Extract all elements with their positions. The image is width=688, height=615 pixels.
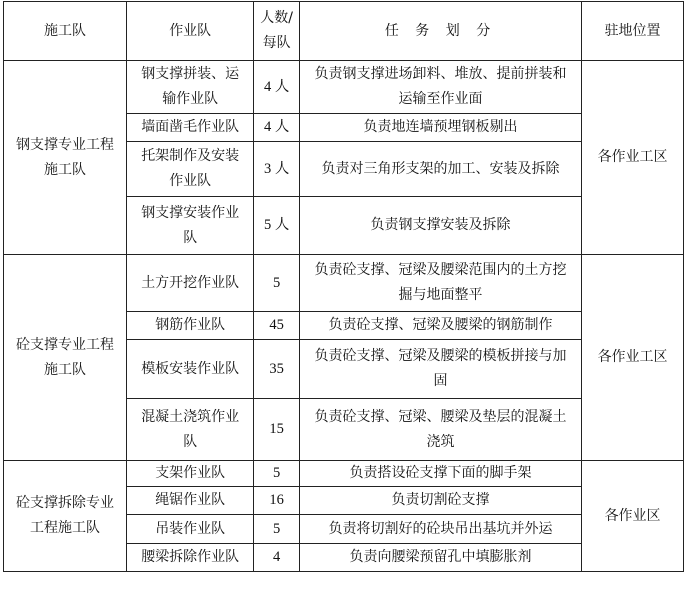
work-team-cell: 模板安装作业队 xyxy=(127,340,254,399)
work-team-cell: 托架制作及安装作业队 xyxy=(127,142,254,197)
header-location: 驻地位置 xyxy=(582,2,684,61)
header-team: 施工队 xyxy=(4,2,127,61)
task-cell: 负责钢支撑进场卸料、堆放、提前拼装和运输至作业面 xyxy=(299,61,581,114)
table-row xyxy=(4,255,684,312)
team-name-cell: 钢支撑专业工程施工队 xyxy=(4,61,127,255)
team-name-cell: 砼支撑拆除专业工程施工队 xyxy=(4,461,127,572)
count-cell: 3 人 xyxy=(254,142,300,197)
count-cell: 5 xyxy=(254,461,300,487)
header-row xyxy=(4,2,684,61)
task-cell: 负责向腰梁预留孔中填膨胀剂 xyxy=(299,544,581,572)
table-row xyxy=(4,61,684,114)
task-cell: 负责对三角形支架的加工、安装及拆除 xyxy=(299,142,581,197)
count-cell: 16 xyxy=(254,487,300,515)
task-cell: 负责搭设砼支撑下面的脚手架 xyxy=(299,461,581,487)
count-cell: 4 xyxy=(254,544,300,572)
header-count-line1: 人数/ xyxy=(260,10,293,26)
count-cell: 5 人 xyxy=(254,197,300,255)
work-team-cell: 钢支撑安装作业队 xyxy=(127,197,254,255)
count-cell: 45 xyxy=(254,312,300,340)
header-count xyxy=(254,2,300,61)
task-cell: 负责砼支撑、冠梁、腰梁及垫层的混凝土浇筑 xyxy=(299,399,581,461)
work-team-cell: 绳锯作业队 xyxy=(127,487,254,515)
header-count-line2: 每队 xyxy=(262,35,291,51)
work-team-cell: 钢支撑拼装、运输作业队 xyxy=(127,61,254,114)
work-team-cell: 吊装作业队 xyxy=(127,515,254,544)
work-team-cell: 钢筋作业队 xyxy=(127,312,254,340)
construction-team-table xyxy=(3,1,684,572)
work-team-cell: 土方开挖作业队 xyxy=(127,255,254,312)
count-cell: 5 xyxy=(254,255,300,312)
count-cell: 15 xyxy=(254,399,300,461)
work-team-cell: 支架作业队 xyxy=(127,461,254,487)
count-cell: 5 xyxy=(254,515,300,544)
header-task: 任 务 划 分 xyxy=(299,2,581,61)
count-cell: 35 xyxy=(254,340,300,399)
task-cell: 负责砼支撑、冠梁及腰梁的模板拼接与加固 xyxy=(299,340,581,399)
work-team-cell: 腰梁拆除作业队 xyxy=(127,544,254,572)
task-cell: 负责钢支撑安装及拆除 xyxy=(299,197,581,255)
task-cell: 负责砼支撑、冠梁及腰梁范围内的土方挖掘与地面整平 xyxy=(299,255,581,312)
task-cell: 负责地连墙预埋钢板剔出 xyxy=(299,114,581,142)
table-row xyxy=(4,461,684,487)
construction-team-table-wrapper xyxy=(3,1,684,572)
location-cell: 各作业区 xyxy=(582,461,684,572)
location-cell: 各作业工区 xyxy=(582,61,684,255)
task-cell: 负责将切割好的砼块吊出基坑并外运 xyxy=(299,515,581,544)
header-work-team: 作业队 xyxy=(127,2,254,61)
task-cell: 负责切割砼支撑 xyxy=(299,487,581,515)
count-cell: 4 人 xyxy=(254,61,300,114)
work-team-cell: 墙面凿毛作业队 xyxy=(127,114,254,142)
location-cell: 各作业工区 xyxy=(582,255,684,461)
task-cell: 负责砼支撑、冠梁及腰梁的钢筋制作 xyxy=(299,312,581,340)
work-team-cell: 混凝土浇筑作业队 xyxy=(127,399,254,461)
team-name-cell: 砼支撑专业工程施工队 xyxy=(4,255,127,461)
count-cell: 4 人 xyxy=(254,114,300,142)
